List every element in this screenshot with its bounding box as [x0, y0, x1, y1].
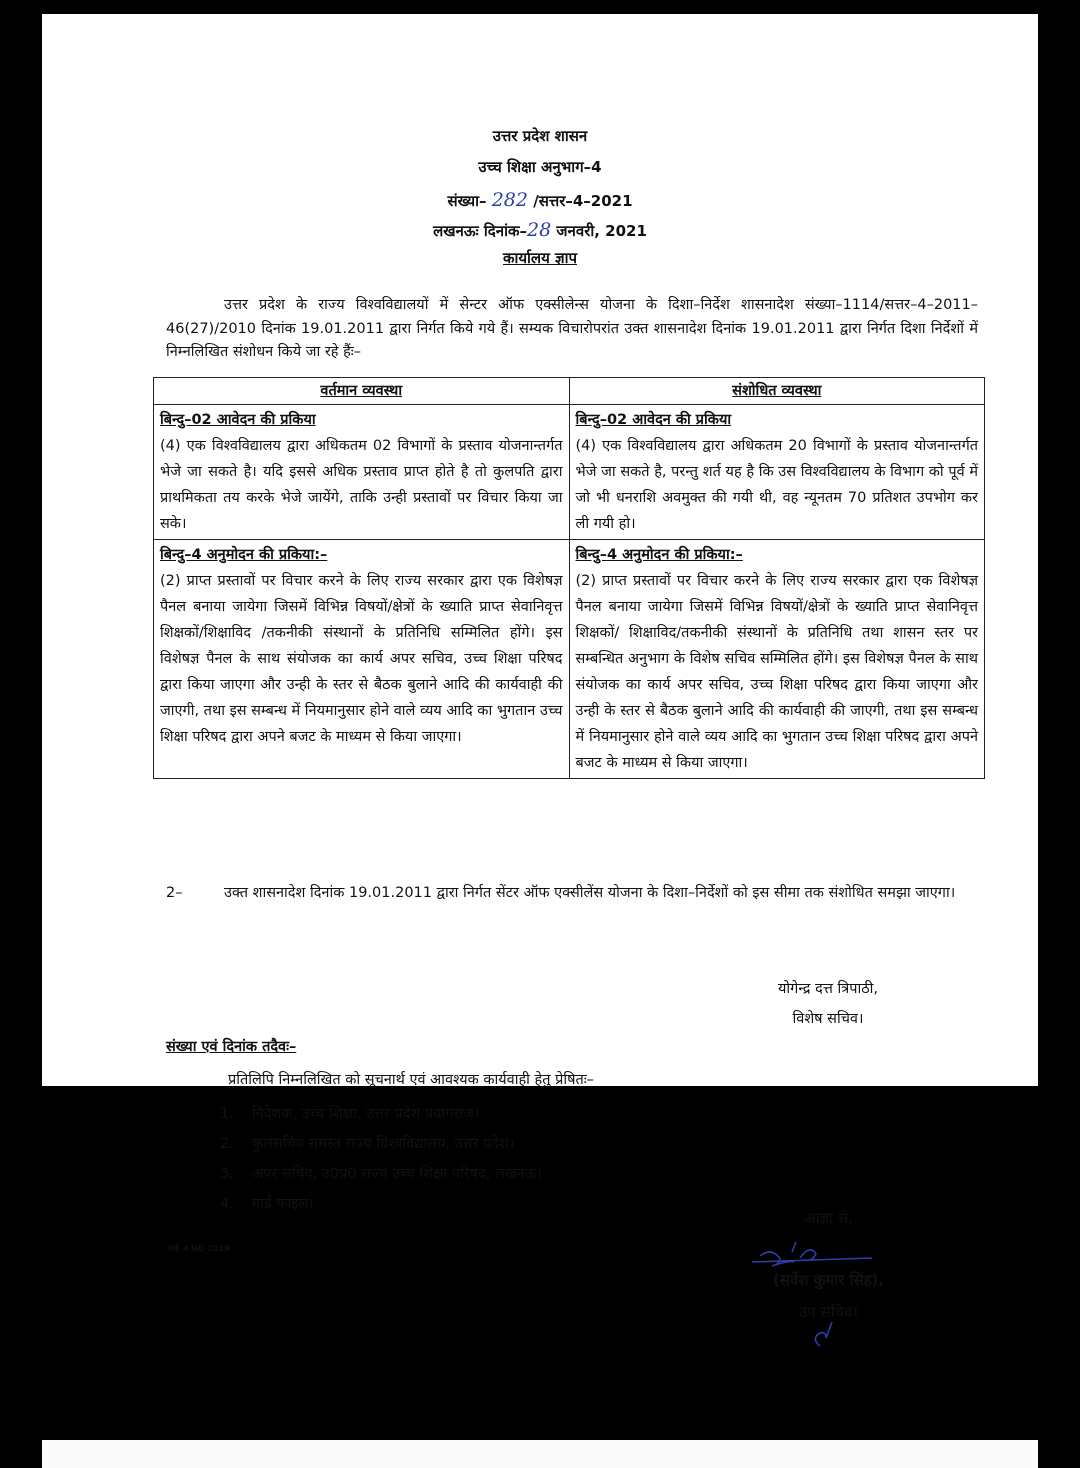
govt-title: उत्तर प्रदेश शासन: [492, 127, 588, 145]
signatory-title: विशेष सचिव।: [792, 1011, 864, 1027]
cell-heading: बिन्दु–4 अनुमोदन की प्रकिया:–: [575, 547, 743, 563]
signatory-title: उप सचिव।: [798, 1303, 859, 1321]
list-item: 1. निदेशक, उच्च शिक्षा, उत्तर प्रदेश प्रयागराज।: [220, 1106, 480, 1122]
department-title: उच्च शिक्षा अनुभाग–4: [478, 158, 602, 176]
footer-code: HE 4 UO 2019: [168, 1244, 230, 1253]
revised-cell: [569, 405, 985, 540]
handwritten-signature: [742, 1236, 882, 1352]
date-suffix: जनवरी, 2021: [551, 222, 647, 240]
document-page: [42, 14, 1038, 1321]
current-cell: [154, 405, 570, 540]
column-revised: संशोधित व्यवस्था: [569, 378, 985, 405]
point-text: उक्त शासनादेश दिनांक 19.01.2011 द्वारा निर्गत सेंटर ऑफ एक्सीलेंस योजना के दिशा–निर्देशों को इस सीमा तक संशोधित समझा जाएगा।: [224, 885, 956, 901]
copy-to-intro: प्रतिलिपि निम्नलिखित को सूचनार्थ एवं आवश्यक कार्यवाही हेतु प्रेषितः–: [228, 1072, 594, 1088]
number-suffix: /सत्तर–4–2021: [533, 192, 633, 210]
column-current: वर्तमान व्यवस्था: [154, 378, 570, 405]
cell-text: (2) प्राप्त प्रस्तावों पर विचार करने के लिए राज्य सरकार द्वारा एक विशेषज्ञ पैनल बनाया जायेगा जिसमें विभिन्न विषयों/क्षेत्रों के ख्याति प्राप्त सेवानिवृत्त शिक्षकों/शिक्षाविद /तकनीकी संस्थानों के प्रतिनिधि सम्मिलित होंगे। इस विशेषज्ञ पैनल के साथ संयोजक का कार्य अपर सचिव, उच्च शिक्षा परिषद द्वारा किया जाएगा और उन्ही के स्तर से बैठक बुलाने आदि की कार्यवाही की जाएगी, तथा इस सम्बन्ध में नियमानुसार होने वाले व्यय आदि का भुगतान उच्च शिक्षा परिषद द्वारा अपने बजट के माध्यम से किया जाएगा।: [160, 573, 563, 745]
cell-text: (2) प्राप्त प्रस्तावों पर विचार करने के लिए राज्य सरकार द्वारा एक विशेषज्ञ पैनल बनाया जायेगा जिसमें विभिन्न विषयों/क्षेत्रों के ख्याति प्राप्त सेवानिवृत्त शिक्षकों/ शिक्षाविद/तकनीकी संस्थानों के प्रतिनिधि तथा शासन स्तर पर सम्बन्धित अनुभाग के विशेष सचिव सम्मिलित होंगे। इस विशेषज्ञ पैनल के साथ संयोजक का कार्य अपर सचिव, उच्च शिक्षा परिषद द्वारा किया जाएगा और उन्ही के स्तर से बैठक बुलाने आदि की कार्यवाही की जाएगी, तथा इस सम्बन्ध में नियमानुसार होने वाले व्यय आदि का भुगतान उच्च शिक्षा परिषद द्वारा अपने बजट के माध्यम से किया जाएगा।: [575, 573, 978, 771]
reference-number: [42, 189, 1038, 211]
handwritten-number: 282: [491, 189, 528, 211]
table-header-row: [154, 378, 985, 405]
amendment-table: [153, 377, 985, 779]
list-item: 2. कुलसचिव समस्त राज्य विश्वविद्यालय, उत्तर प्रदेश।: [220, 1136, 515, 1152]
list-item: 4. गार्ड फाइल।: [220, 1196, 314, 1212]
next-page-edge: [42, 1440, 1038, 1468]
issue-date: [42, 219, 1038, 241]
signature-block-special-secretary: [778, 974, 878, 1034]
order-text: आज्ञा से,: [804, 1209, 853, 1227]
signatory-name: योगेन्द्र दत्त त्रिपाठी,: [778, 981, 878, 997]
cell-text: (4) एक विश्वविद्यालय द्वारा अधिकतम 20 विभागों के प्रस्ताव योजनान्तर्गत भेजे जा सकते है, परन्तु शर्त यह है कि उस विश्वविद्यालय के विभाग को पूर्व में जो भी धनराशि अवमुक्त की गयी थी, वह न्यूनतम 70 प्रतिशत उपभोग कर ली गयी हो।: [575, 438, 978, 532]
current-cell: [154, 540, 570, 779]
table-row: [154, 540, 985, 779]
point-2-paragraph: [166, 882, 978, 906]
point-number: 2–: [166, 885, 183, 901]
signatory-name: (सर्वेश कुमार सिंह),: [772, 1271, 884, 1289]
reference-heading: संख्या एवं दिनांक तदैवः–: [166, 1039, 297, 1055]
intro-paragraph: उत्तर प्रदेश के राज्य विश्वविद्यालयों में सेन्टर ऑफ एक्सीलेन्स योजना के दिशा–निर्देश शासनादेश संख्या–1114/सत्तर–4–2011–46(27)/2010 दिनांक 19.01.2011 द्वारा निर्गत किये गये हैं। सम्यक विचारोपरांत उक्त शासनादेश दिनांक 19.01.2011 द्वारा निर्गत दिशा निर्देशों में निम्नलिखित संशोधन किये जा रहे हैंः–: [166, 297, 978, 360]
number-prefix: संख्या–: [447, 192, 487, 210]
cell-heading: बिन्दु–4 अनुमोदन की प्रकिया:–: [160, 547, 328, 563]
cell-heading: बिन्दु–02 आवेदन की प्रकिया: [575, 412, 732, 428]
list-item: 3. अपर सचिव, उ0प्र0 राज्य उच्च शिक्षा परिषद, लखनऊ।: [220, 1166, 542, 1182]
handwritten-date: 28: [526, 219, 552, 241]
document-type: कार्यालय ज्ञाप: [502, 249, 578, 267]
cell-heading: बिन्दु–02 आवेदन की प्रकिया: [160, 412, 316, 428]
table-row: [154, 405, 985, 540]
date-prefix: लखनऊः दिनांक–: [433, 222, 527, 240]
copy-list: [220, 1099, 542, 1219]
cell-text: (4) एक विश्वविद्यालय द्वारा अधिकतम 02 विभागों के प्रस्ताव योजनान्तर्गत भेजे जा सकते है। यदि इससे अधिक प्रस्ताव प्राप्त होते है तो कुलपति द्वारा प्राथमिकता तय करके भेजे जायेंगे, ताकि उन्ही प्रस्तावों पर विचार किया जा सके।: [160, 438, 563, 532]
revised-cell: [569, 540, 985, 779]
